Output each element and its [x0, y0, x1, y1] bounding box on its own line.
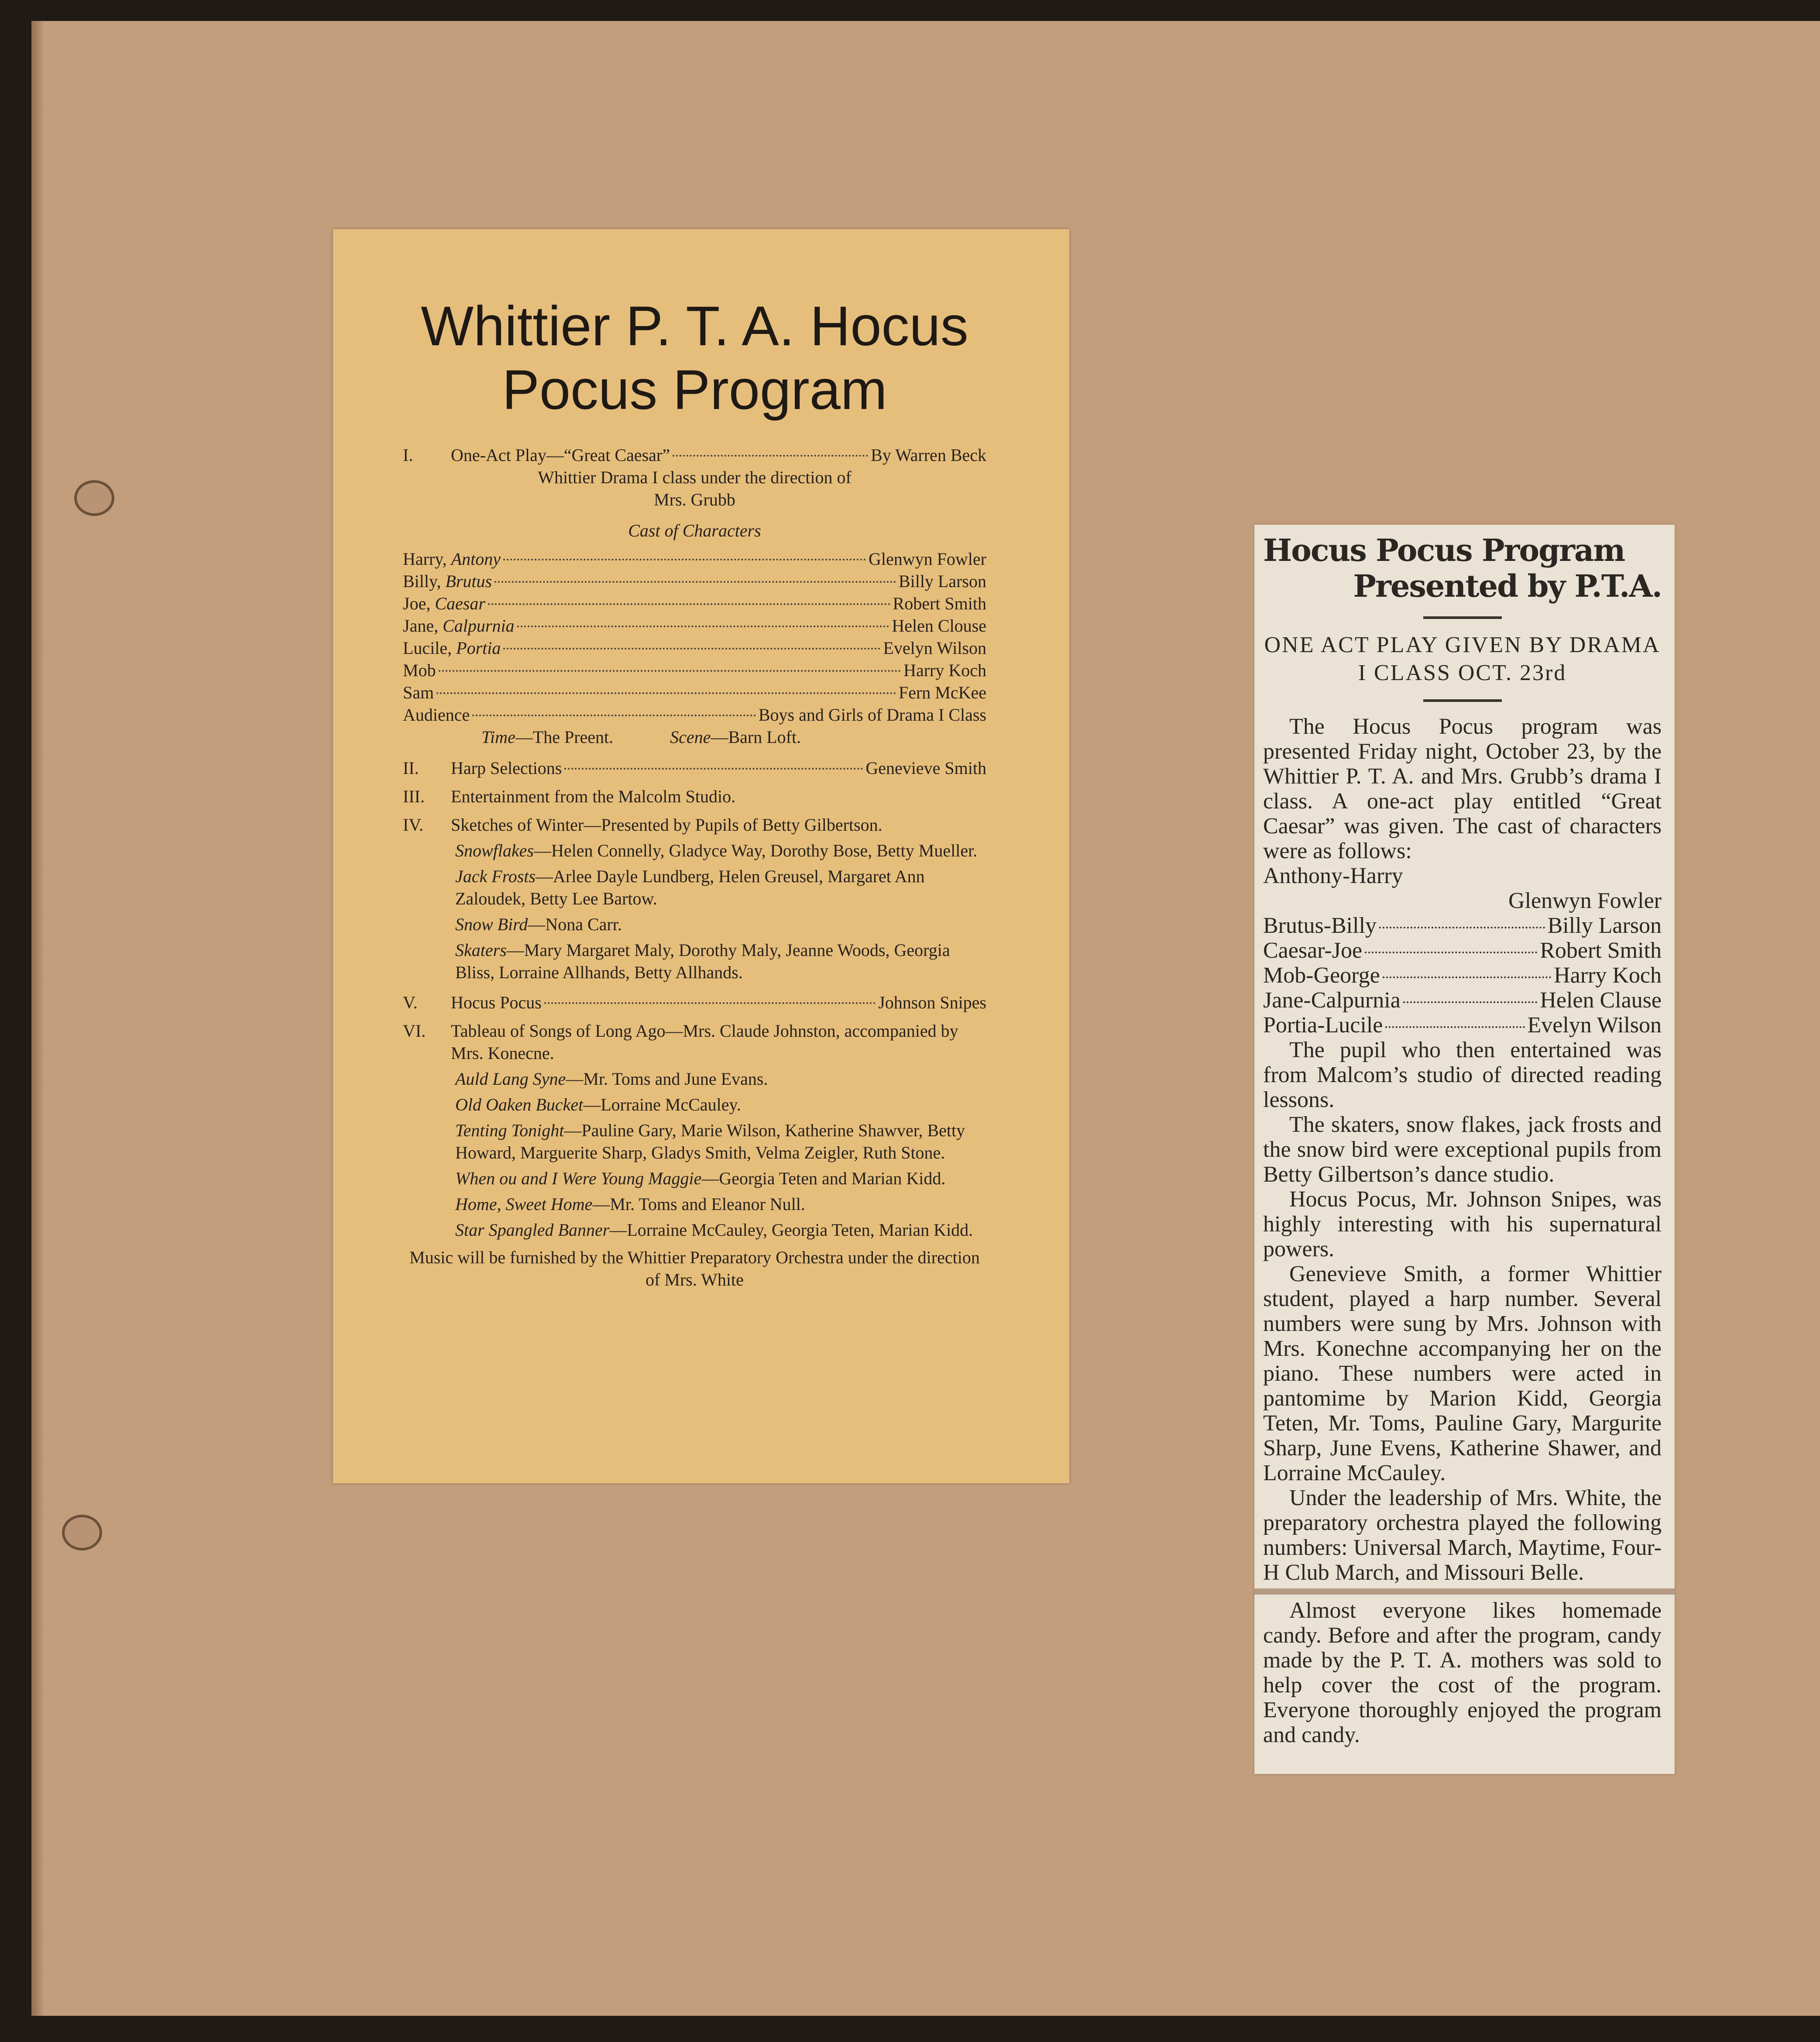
item-number: III. [403, 787, 425, 806]
character-name: Lucile, [403, 638, 457, 658]
character-name: Billy, [403, 571, 446, 591]
article-role: Jane-Calpurnia [1263, 988, 1401, 1013]
winter-sketch [403, 913, 986, 935]
song-entry [403, 1068, 986, 1090]
item-number: I. [403, 445, 413, 465]
newspaper-clipping [1254, 525, 1675, 1774]
article-cast-list [1263, 913, 1662, 1038]
actor-name: Harry Koch [903, 660, 986, 680]
actor-name: Fern McKee [898, 683, 986, 702]
character-role: Caesar [435, 594, 485, 613]
actor-name: Robert Smith [893, 594, 986, 613]
article-paragraph: The Hocus Pocus program was presented Friday night, October 23, by the Whittier P. T. A. and Mrs. Grubb’s drama I class. A one-act play entitled “Great Caesar” was given. The cast of characters were as follows: [1263, 714, 1662, 863]
sub-label: Snow Bird [455, 914, 528, 934]
article-actor: Helen Clause [1540, 988, 1662, 1013]
item-text: Sketches of Winter—Presented by Pupils of Betty Gilbertson. [451, 815, 883, 835]
actor-name: Glenwyn Fowler [869, 549, 986, 569]
article-cast-first-role: Anthony-Harry [1263, 863, 1403, 888]
scene-label: Scene [670, 727, 711, 747]
article-headline-line2: Presented by P.T.A. [1353, 568, 1662, 604]
program-body [403, 444, 986, 1291]
character-name: Sam [403, 683, 434, 702]
sub-text: —Helen Connelly, Gladyce Way, Dorothy Bose, Betty Mueller. [533, 841, 978, 860]
article-role: Portia-Lucile [1263, 1013, 1383, 1038]
time-scene-line [403, 726, 986, 748]
winter-sketches-list [403, 839, 986, 983]
winter-sketch [403, 839, 986, 862]
item-credit: Johnson Snipes [878, 993, 986, 1012]
program-item-6 [403, 1020, 986, 1064]
article-cast-row [1263, 963, 1662, 988]
item-number: VI. [403, 1021, 426, 1041]
item-title: One-Act Play—“Great Caesar” [451, 445, 670, 465]
sub-text: —Pauline Gary, Marie Wilson, Katherine Shawver, Betty Howard, Marguerite Sharp, Gladys Smith, Velma Zeigler, Ruth Stone. [455, 1121, 965, 1162]
headline-rule [1423, 616, 1502, 619]
actor-name: Boys and Girls of Drama I Class [758, 705, 986, 725]
cast-list [403, 548, 986, 726]
song-entry [403, 1119, 986, 1164]
character-name: Joe, [403, 594, 435, 613]
actor-name: Helen Clouse [892, 616, 986, 636]
program-item-5 [403, 991, 986, 1014]
article-subhead: ONE ACT PLAY GIVEN BY DRAMA I CLASS OCT. 23rd [1264, 633, 1661, 685]
character-role: Calpurnia [443, 616, 515, 636]
cast-row [403, 659, 986, 681]
item-number: II. [403, 758, 419, 778]
sub-label: Snowflakes [455, 841, 534, 860]
item-title: Hocus Pocus [451, 993, 542, 1012]
song-entry [403, 1093, 986, 1116]
program-title: Whittier P. T. A. Hocus Pocus Program [421, 295, 968, 421]
binder-hole [74, 480, 114, 516]
character-name: Jane, [403, 616, 443, 636]
program-item-4 [403, 814, 986, 836]
article-cast-first-actor: Glenwyn Fowler [1508, 888, 1662, 913]
sub-text: —Mary Margaret Maly, Dorothy Maly, Jeanne Woods, Georgia Bliss, Lorraine Allhands, Betty Allhands. [455, 940, 950, 982]
item-credit: By Warren Beck [871, 445, 986, 465]
sub-text: —Nona Carr. [528, 914, 622, 934]
article-paragraph: The pupil who then entertained was from Malcom’s studio of directed reading lessons. [1263, 1038, 1662, 1112]
item-number: V. [403, 993, 418, 1012]
sub-label: Star Spangled Banner [455, 1220, 610, 1240]
winter-sketch [403, 939, 986, 983]
sub-label: Skaters [455, 940, 507, 960]
time-label: Time [481, 727, 515, 747]
character-role: Antony [451, 549, 501, 569]
time-text: —The Preent. [515, 727, 614, 747]
sub-text: —Mr. Toms and Eleanor Null. [592, 1194, 805, 1214]
music-note: Music will be furnished by the Whittier Preparatory Orchestra under the direction of Mrs. White [409, 1248, 980, 1289]
item-title: Harp Selections [451, 758, 562, 778]
item-credit: Genevieve Smith [865, 758, 986, 778]
cast-row [403, 548, 986, 570]
character-role: Brutus [445, 571, 492, 591]
winter-sketch [403, 865, 986, 910]
character-role: Portia [456, 638, 501, 658]
article-paragraph: Genevieve Smith, a former Whittier student, played a harp number. Several numbers were sung by Mrs. Johnson with Mrs. Konechne accompanying her on the piano. These numbers were acted in pantomime by Marion Kidd, Georgia Teten, Mr. Toms, Pauline Gary, Margurite Sharp, June Evens, Katherine Shawer, and Lorraine McCauley. [1263, 1262, 1662, 1485]
article-role: Caesar-Joe [1263, 938, 1363, 963]
page-binding-edge [31, 21, 45, 2016]
cast-row [403, 615, 986, 637]
sub-text: —Lorraine McCauley, Georgia Teten, Marian Kidd. [609, 1220, 973, 1240]
character-name: Harry, [403, 549, 451, 569]
cast-row [403, 570, 986, 592]
program-item-2 [403, 757, 986, 779]
article-actor: Billy Larson [1547, 913, 1662, 938]
article-body [1263, 714, 1662, 1747]
sub-label: Home, Sweet Home [455, 1194, 593, 1214]
sub-text: —Arlee Dayle Lundberg, Helen Greusel, Margaret Ann Zaloudek, Betty Lee Bartow. [455, 866, 925, 908]
song-entry [403, 1219, 986, 1241]
sub-label: When ou and I Were Young Maggie [455, 1169, 702, 1188]
clipping-tear [1254, 1588, 1675, 1595]
sub-label: Jack Frosts [455, 866, 536, 886]
article-paragraph: Under the leadership of Mrs. White, the preparatory orchestra played the following numbers: Universal March, Maytime, Four-H Club March, and Missouri Belle. [1263, 1485, 1662, 1585]
character-name: Audience [403, 705, 470, 725]
actor-name: Billy Larson [898, 571, 986, 591]
sub-text: —Mr. Toms and June Evans. [566, 1069, 768, 1089]
article-role: Mob-George [1263, 963, 1380, 988]
article-role: Brutus-Billy [1263, 913, 1377, 938]
item-text: Tableau of Songs of Long Ago—Mrs. Claude Johnston, accompanied by Mrs. Konecne. [451, 1021, 958, 1063]
article-paragraph: Almost everyone likes homemade candy. Before and after the program, candy made by the P. T. A. mothers was sold to help cover the cost of the program. Everyone thoroughly enjoyed the program and candy. [1263, 1598, 1662, 1747]
article-paragraph: Hocus Pocus, Mr. Johnson Snipes, was highly interesting with his supernatural powers. [1263, 1187, 1662, 1262]
article-actor: Robert Smith [1540, 938, 1662, 963]
item-number: IV. [403, 815, 424, 835]
actor-name: Evelyn Wilson [883, 638, 986, 658]
scene-text: —Barn Loft. [711, 727, 801, 747]
cast-row [403, 637, 986, 659]
cast-row [403, 681, 986, 704]
sub-label: Tenting Tonight [455, 1121, 564, 1140]
item-text: Entertainment from the Malcolm Studio. [451, 787, 736, 806]
sub-label: Old Oaken Bucket [455, 1095, 584, 1114]
program-item-3 [403, 785, 986, 808]
sub-text: —Lorraine McCauley. [583, 1095, 741, 1114]
article-paragraph: The skaters, snow flakes, jack frosts and the snow bird were exceptional pupils from Betty Gilbertson’s dance studio. [1263, 1112, 1662, 1187]
song-entry [403, 1167, 986, 1189]
article-cast-row [1263, 913, 1662, 938]
binder-hole [62, 1515, 102, 1550]
character-name: Mob [403, 660, 436, 680]
article-headline-line1: Hocus Pocus Program [1263, 532, 1625, 568]
article-cast-row [1263, 988, 1662, 1013]
article-cast-row [1263, 938, 1662, 963]
sub-text: —Georgia Teten and Marian Kidd. [701, 1169, 946, 1188]
article-actor: Evelyn Wilson [1527, 1013, 1662, 1038]
article-actor: Harry Koch [1554, 963, 1662, 988]
songs-list [403, 1068, 986, 1241]
article-cast-row [1263, 1013, 1662, 1038]
program-item-1 [403, 444, 986, 466]
sub-label: Auld Lang Syne [455, 1069, 566, 1089]
program-clipping [333, 229, 1069, 1483]
cast-row [403, 592, 986, 615]
item-direction: Whittier Drama I class under the direction of [538, 468, 852, 487]
cast-row [403, 704, 986, 726]
subhead-rule [1423, 699, 1502, 702]
cast-heading: Cast of Characters [628, 521, 761, 540]
item-director: Mrs. Grubb [654, 490, 735, 509]
song-entry [403, 1193, 986, 1215]
